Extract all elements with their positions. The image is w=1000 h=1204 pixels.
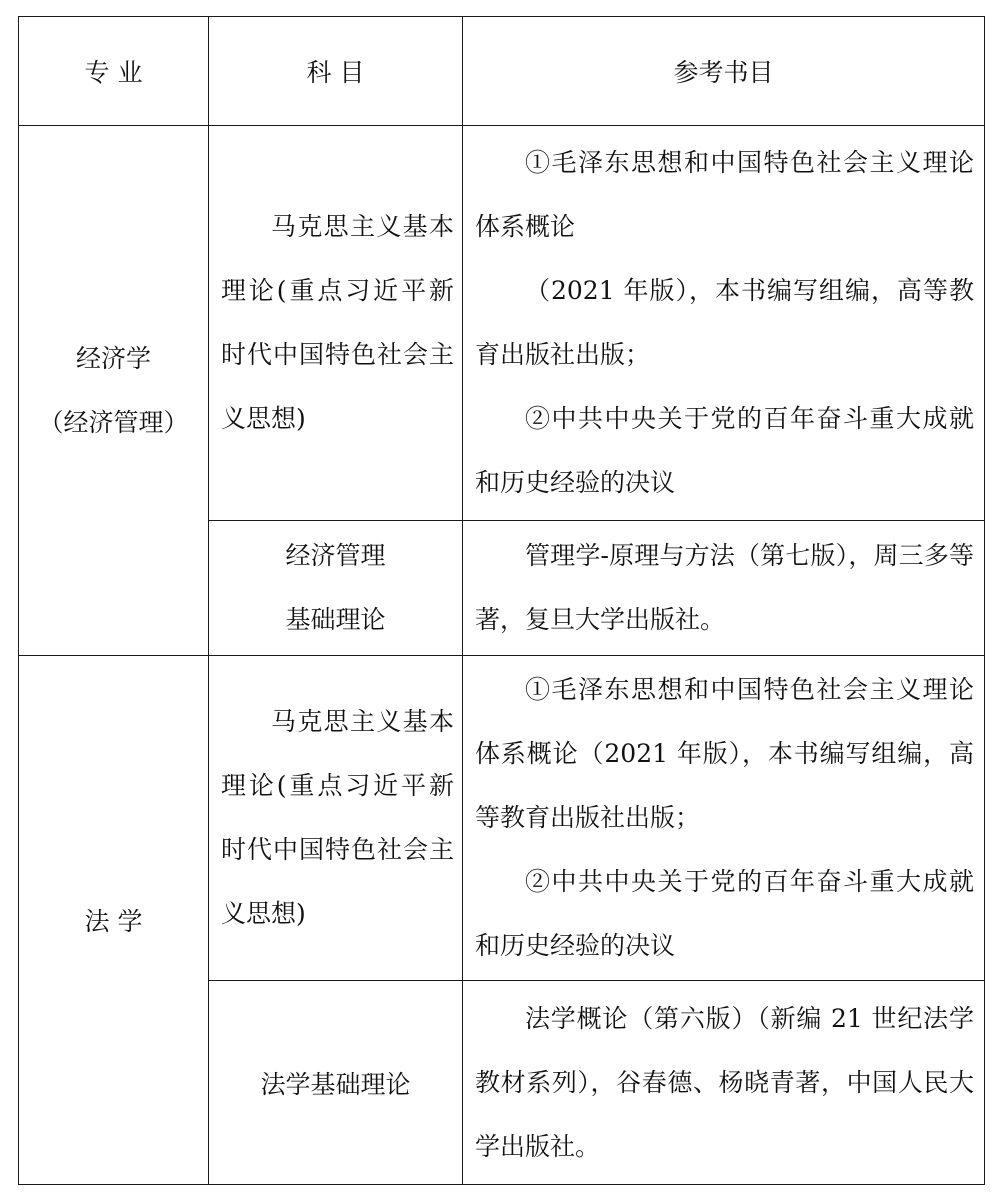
subject-cell (209, 126, 463, 521)
book-entry: 法学概论（第六版）（新编 21 世纪法学教材系列），谷春德、杨晓青著，中国人民大学出版社。 (475, 1003, 974, 1161)
header-major: 专 业 (19, 17, 209, 126)
book-entry: 管理学-原理与方法（第七版），周三多等著，复旦大学出版社。 (475, 541, 974, 634)
subject-line: 基础理论 (285, 605, 386, 634)
major-name: 经济学 (75, 343, 151, 373)
subject-cell (209, 981, 463, 1185)
header-books: 参考书目 (463, 17, 985, 126)
major-subtitle: （经济管理） (38, 407, 189, 437)
table-header-row (19, 17, 985, 126)
book-entry: ②中共中央关于党的百年奋斗重大成就和历史经验的决议 (475, 404, 974, 497)
subject-line: 经济管理 (285, 541, 386, 570)
major-cell-law (19, 656, 209, 1185)
table-row (19, 126, 985, 521)
subject-cell (209, 656, 463, 981)
header-subject: 科 目 (209, 17, 463, 126)
major-name: 法 学 (84, 907, 143, 936)
books-cell (463, 656, 985, 981)
books-cell (463, 521, 985, 656)
books-cell (463, 126, 985, 521)
subject-cell (209, 521, 463, 656)
subject-text: 法学基础理论 (260, 1069, 411, 1099)
subject-text: 马克思主义基本理论(重点习近平新时代中国特色社会主义思想) (221, 707, 454, 928)
subject-text: 马克思主义基本理论(重点习近平新时代中国特色社会主义思想) (221, 212, 454, 433)
table-row (19, 656, 985, 981)
reference-books-table (18, 16, 985, 1185)
book-entry: ①毛泽东思想和中国特色社会主义理论体系概论（2021 年版），本书编写组编，高等教育出版社出版； (475, 675, 974, 832)
book-entry: ①毛泽东思想和中国特色社会主义理论体系概论 (475, 148, 974, 241)
books-cell (463, 981, 985, 1185)
book-entry: （2021 年版），本书编写组编，高等教育出版社出版； (475, 276, 974, 369)
book-entry: ②中共中央关于党的百年奋斗重大成就和历史经验的决议 (475, 867, 974, 960)
major-cell-economics (19, 126, 209, 656)
